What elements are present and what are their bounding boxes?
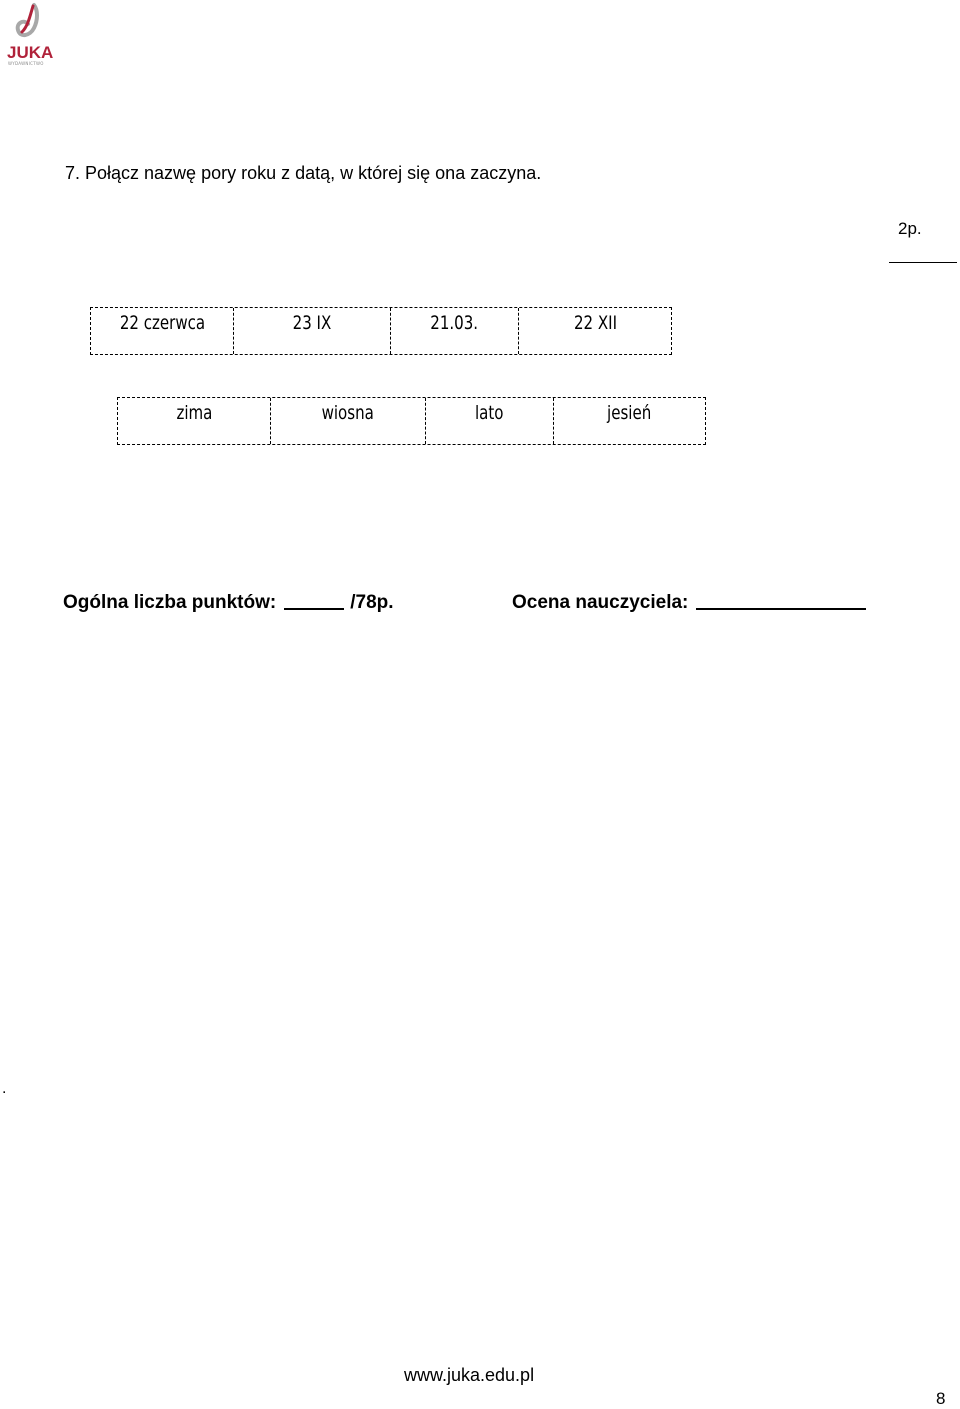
page-number: 8 bbox=[936, 1389, 946, 1408]
juka-logo-icon bbox=[4, 2, 56, 62]
total-points-blank[interactable] bbox=[284, 608, 344, 610]
total-points-label: Ogólna liczba punktów: bbox=[63, 592, 277, 613]
logo-subtitle: WYDAWNICTWO bbox=[8, 61, 44, 66]
date-box[interactable] bbox=[91, 308, 233, 354]
date-box[interactable] bbox=[233, 308, 390, 354]
footer-url[interactable]: www.juka.edu.pl bbox=[404, 1365, 535, 1385]
task-title: 7. Połącz nazwę pory roku z datą, w której się ona zaczyna. bbox=[65, 163, 542, 183]
seasons-row bbox=[117, 397, 706, 445]
season-box[interactable] bbox=[118, 398, 270, 444]
date-label: 22 czerwca bbox=[119, 312, 205, 334]
total-points-summary bbox=[63, 592, 394, 614]
total-points-max: /78p. bbox=[350, 592, 394, 613]
date-box[interactable] bbox=[518, 308, 671, 354]
points-answer-line[interactable] bbox=[889, 262, 957, 263]
dates-row bbox=[90, 307, 672, 355]
publisher-logo bbox=[4, 2, 56, 68]
task-points: 2p. bbox=[898, 219, 922, 238]
season-label: zima bbox=[176, 402, 212, 424]
season-label: lato bbox=[475, 402, 504, 424]
logo-brand-text: JUKA bbox=[7, 43, 54, 62]
season-label: wiosna bbox=[321, 402, 375, 424]
teacher-grade-label: Ocena nauczyciela: bbox=[512, 592, 689, 613]
season-box[interactable] bbox=[425, 398, 553, 444]
date-label: 22 XII bbox=[573, 312, 617, 334]
teacher-grade-blank[interactable] bbox=[696, 608, 866, 610]
season-box[interactable] bbox=[553, 398, 705, 444]
teacher-grade bbox=[512, 592, 866, 614]
date-label: 21.03. bbox=[430, 312, 479, 334]
stray-dot: . bbox=[2, 1080, 7, 1097]
season-label: jesień bbox=[607, 402, 652, 424]
season-box[interactable] bbox=[270, 398, 425, 444]
date-box[interactable] bbox=[390, 308, 518, 354]
date-label: 23 IX bbox=[292, 312, 332, 334]
